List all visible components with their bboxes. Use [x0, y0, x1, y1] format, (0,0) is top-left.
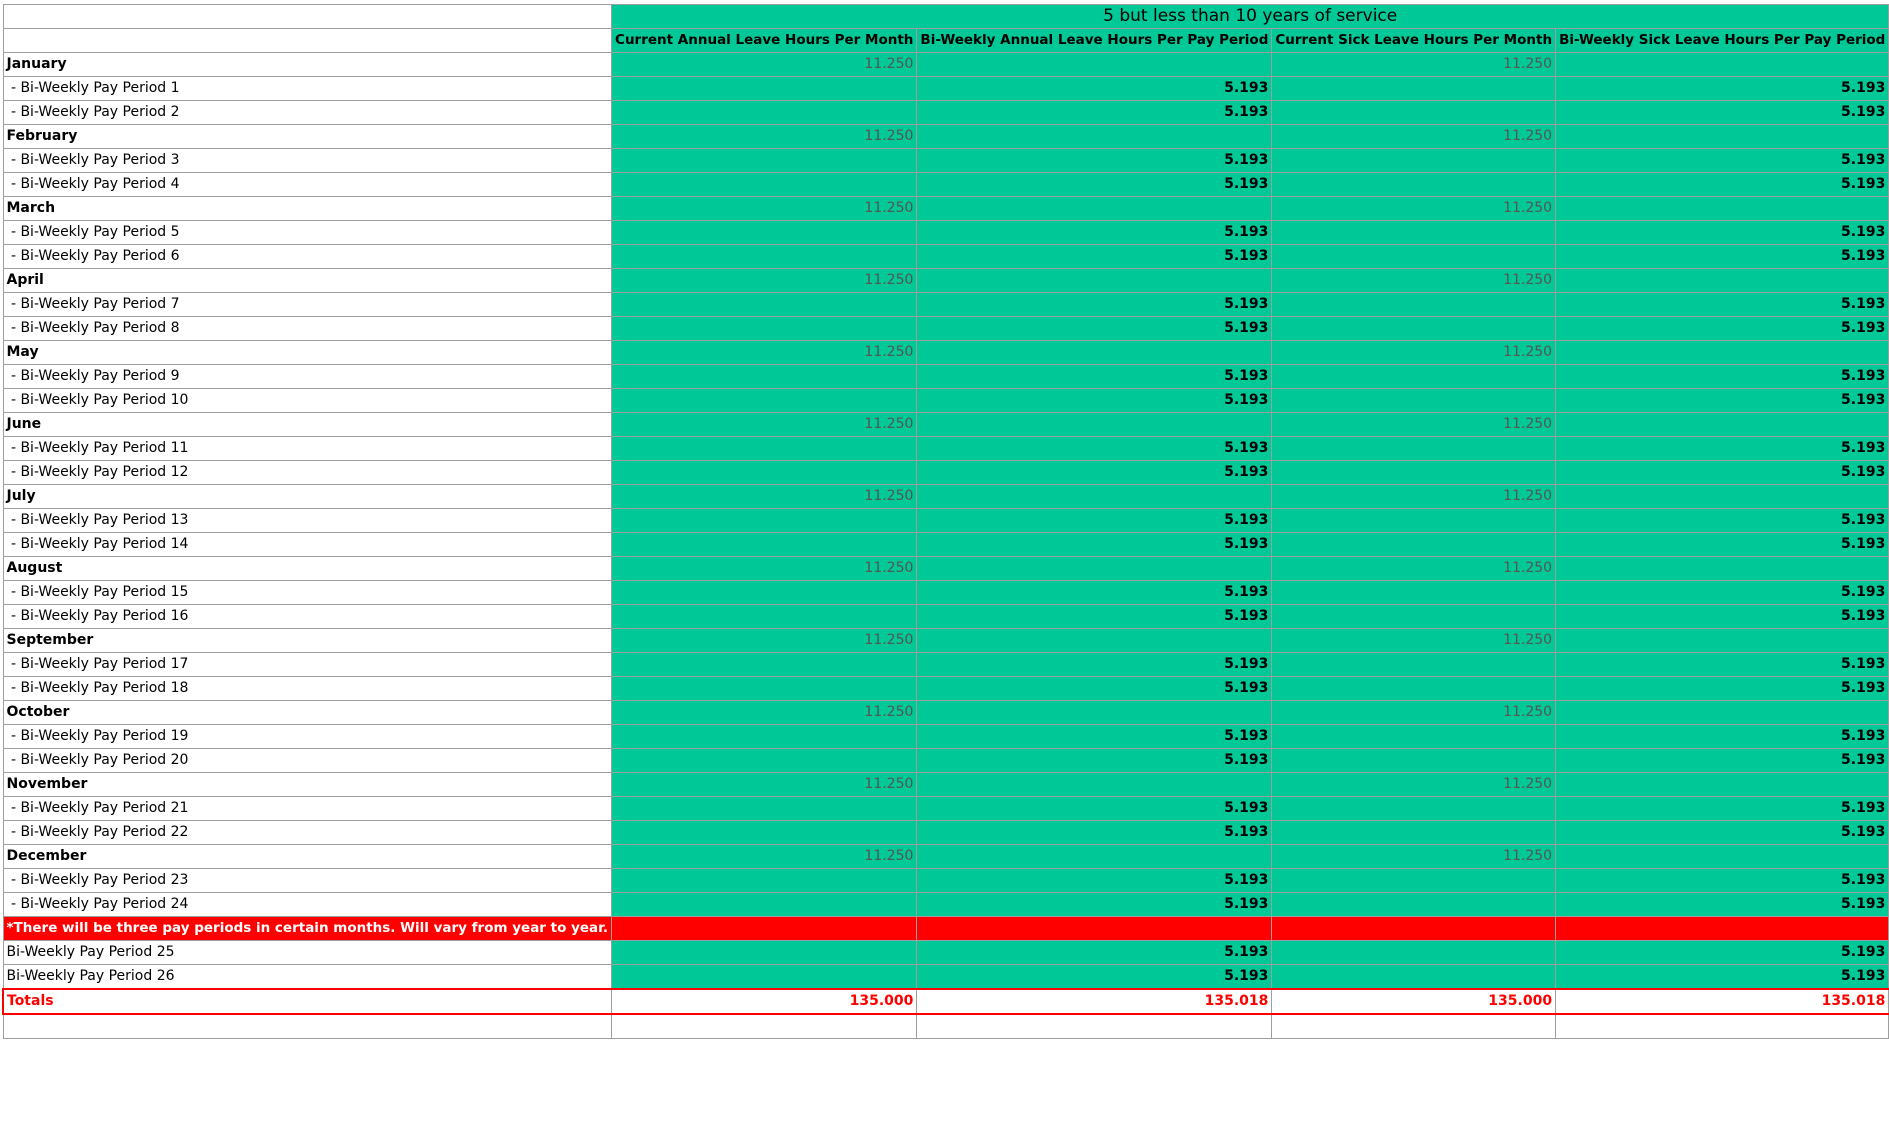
totals-sick-month[interactable]: 135.000	[1272, 989, 1556, 1014]
annual-month-cell[interactable]: 11.250	[612, 629, 917, 653]
sick-month-cell[interactable]: 11.250	[1272, 125, 1556, 149]
annual-pay-period-cell[interactable]: 5.193	[917, 461, 1272, 485]
pay-period-row	[3, 437, 1889, 461]
annual-pay-period-cell[interactable]	[917, 485, 1272, 509]
sick-month-cell[interactable]	[1272, 893, 1556, 917]
pay-period-row	[3, 293, 1889, 317]
sick-month-cell[interactable]	[1272, 149, 1556, 173]
month-row	[3, 341, 1889, 365]
header-annual-month[interactable]: Current Annual Leave Hours Per Month	[612, 29, 917, 53]
empty-cell[interactable]	[1272, 1014, 1556, 1038]
annual-month-cell[interactable]	[612, 293, 917, 317]
sick-month-cell[interactable]	[1272, 533, 1556, 557]
annual-month-cell[interactable]	[612, 77, 917, 101]
annual-pay-period-cell[interactable]	[917, 773, 1272, 797]
annual-month-cell[interactable]: 11.250	[612, 845, 917, 869]
sick-month-cell[interactable]	[1272, 317, 1556, 341]
month-row	[3, 197, 1889, 221]
annual-month-cell[interactable]	[612, 581, 917, 605]
pay-period-row	[3, 221, 1889, 245]
annual-pay-period-cell[interactable]	[917, 701, 1272, 725]
sick-pay-period-cell[interactable]: 5.193	[1556, 437, 1889, 461]
annual-month-cell[interactable]	[612, 365, 917, 389]
pay-period-row	[3, 461, 1889, 485]
month-label[interactable]: July	[3, 485, 612, 509]
pay-period-label[interactable]: - Bi-Weekly Pay Period 23	[3, 869, 612, 893]
annual-pay-period-cell[interactable]: 5.193	[917, 605, 1272, 629]
sick-month-cell[interactable]	[1272, 293, 1556, 317]
sick-month-cell[interactable]	[1272, 605, 1556, 629]
annual-month-cell[interactable]: 11.250	[612, 269, 917, 293]
annual-month-cell[interactable]	[612, 605, 917, 629]
month-row	[3, 413, 1889, 437]
sick-pay-period-cell[interactable]: 5.193	[1556, 101, 1889, 125]
corner-cell[interactable]	[3, 5, 612, 29]
sick-pay-period-cell[interactable]: 5.193	[1556, 317, 1889, 341]
month-row	[3, 701, 1889, 725]
annual-pay-period-cell[interactable]: 5.193	[917, 581, 1272, 605]
annual-month-cell[interactable]	[612, 653, 917, 677]
totals-annual-month[interactable]: 135.000	[612, 989, 917, 1014]
annual-pay-period-cell[interactable]: 5.193	[917, 149, 1272, 173]
pay-period-row	[3, 149, 1889, 173]
annual-month-cell[interactable]	[612, 965, 917, 990]
annual-month-cell[interactable]	[612, 509, 917, 533]
pay-period-row	[3, 365, 1889, 389]
annual-pay-period-cell[interactable]: 5.193	[917, 77, 1272, 101]
pay-period-label[interactable]: - Bi-Weekly Pay Period 3	[3, 149, 612, 173]
annual-pay-period-cell[interactable]: 5.193	[917, 869, 1272, 893]
annual-month-cell[interactable]	[612, 245, 917, 269]
month-label[interactable]: September	[3, 629, 612, 653]
sick-pay-period-cell[interactable]	[1556, 269, 1889, 293]
pay-period-label[interactable]: - Bi-Weekly Pay Period 12	[3, 461, 612, 485]
annual-pay-period-cell[interactable]	[917, 557, 1272, 581]
sick-pay-period-cell[interactable]: 5.193	[1556, 869, 1889, 893]
pay-period-label[interactable]: - Bi-Weekly Pay Period 11	[3, 437, 612, 461]
annual-month-cell[interactable]	[612, 725, 917, 749]
pay-period-label[interactable]: - Bi-Weekly Pay Period 14	[3, 533, 612, 557]
pay-period-row	[3, 725, 1889, 749]
annual-month-cell[interactable]	[612, 149, 917, 173]
sick-pay-period-cell[interactable]	[1556, 485, 1889, 509]
annual-pay-period-cell[interactable]: 5.193	[917, 389, 1272, 413]
pay-period-row	[3, 821, 1889, 845]
sick-pay-period-cell[interactable]: 5.193	[1556, 725, 1889, 749]
pay-period-row	[3, 893, 1889, 917]
annual-pay-period-cell[interactable]: 5.193	[917, 749, 1272, 773]
annual-pay-period-cell[interactable]: 5.193	[917, 317, 1272, 341]
pay-period-label[interactable]: - Bi-Weekly Pay Period 19	[3, 725, 612, 749]
pay-period-label[interactable]: - Bi-Weekly Pay Period 18	[3, 677, 612, 701]
pay-period-label[interactable]: - Bi-Weekly Pay Period 10	[3, 389, 612, 413]
sick-month-cell[interactable]	[1272, 965, 1556, 990]
annual-pay-period-cell[interactable]	[917, 629, 1272, 653]
note-filler-cell[interactable]	[1272, 917, 1556, 941]
pay-period-row	[3, 533, 1889, 557]
sick-pay-period-cell[interactable]: 5.193	[1556, 293, 1889, 317]
annual-month-cell[interactable]: 11.250	[612, 773, 917, 797]
totals-row	[3, 989, 1889, 1014]
totals-label[interactable]: Totals	[3, 989, 612, 1014]
empty-cell[interactable]	[612, 1014, 917, 1038]
empty-cell[interactable]	[1556, 1014, 1889, 1038]
sick-month-cell[interactable]	[1272, 581, 1556, 605]
pay-period-label[interactable]: - Bi-Weekly Pay Period 8	[3, 317, 612, 341]
pay-period-label[interactable]: - Bi-Weekly Pay Period 4	[3, 173, 612, 197]
sick-pay-period-cell[interactable]	[1556, 845, 1889, 869]
pay-period-row	[3, 965, 1889, 990]
annual-month-cell[interactable]: 11.250	[612, 701, 917, 725]
sick-pay-period-cell[interactable]	[1556, 197, 1889, 221]
sick-pay-period-cell[interactable]: 5.193	[1556, 509, 1889, 533]
pay-period-row	[3, 941, 1889, 965]
pay-period-row	[3, 389, 1889, 413]
empty-cell[interactable]	[3, 1014, 612, 1038]
pay-period-row	[3, 173, 1889, 197]
pay-period-row	[3, 317, 1889, 341]
empty-cell[interactable]	[917, 1014, 1272, 1038]
annual-pay-period-cell[interactable]: 5.193	[917, 533, 1272, 557]
annual-month-cell[interactable]	[612, 797, 917, 821]
sick-pay-period-cell[interactable]: 5.193	[1556, 605, 1889, 629]
annual-month-cell[interactable]: 11.250	[612, 413, 917, 437]
month-label[interactable]: October	[3, 701, 612, 725]
annual-month-cell[interactable]: 11.250	[612, 557, 917, 581]
leave-hours-table	[2, 4, 1889, 1039]
sick-month-cell[interactable]	[1272, 365, 1556, 389]
annual-pay-period-cell[interactable]	[917, 53, 1272, 77]
sick-pay-period-cell[interactable]	[1556, 773, 1889, 797]
header-corner-cell[interactable]	[3, 29, 612, 53]
sick-month-cell[interactable]	[1272, 77, 1556, 101]
sick-month-cell[interactable]	[1272, 869, 1556, 893]
sick-month-cell[interactable]	[1272, 461, 1556, 485]
pay-period-label[interactable]: - Bi-Weekly Pay Period 15	[3, 581, 612, 605]
annual-pay-period-cell[interactable]: 5.193	[917, 965, 1272, 990]
sick-pay-period-cell[interactable]	[1556, 557, 1889, 581]
totals-annual-pay-period[interactable]: 135.018	[917, 989, 1272, 1014]
pay-period-row	[3, 581, 1889, 605]
pay-period-row	[3, 797, 1889, 821]
month-label[interactable]: December	[3, 845, 612, 869]
month-label[interactable]: January	[3, 53, 612, 77]
sick-pay-period-cell[interactable]: 5.193	[1556, 797, 1889, 821]
sick-month-cell[interactable]	[1272, 749, 1556, 773]
sick-month-cell[interactable]: 11.250	[1272, 269, 1556, 293]
month-label[interactable]: May	[3, 341, 612, 365]
annual-month-cell[interactable]	[612, 749, 917, 773]
sick-pay-period-cell[interactable]: 5.193	[1556, 221, 1889, 245]
sick-month-cell[interactable]	[1272, 821, 1556, 845]
note-filler-cell[interactable]	[1556, 917, 1889, 941]
annual-pay-period-cell[interactable]	[917, 341, 1272, 365]
pay-period-label[interactable]: - Bi-Weekly Pay Period 17	[3, 653, 612, 677]
month-row	[3, 845, 1889, 869]
pay-period-label[interactable]: - Bi-Weekly Pay Period 24	[3, 893, 612, 917]
sick-month-cell[interactable]: 11.250	[1272, 197, 1556, 221]
pay-period-row	[3, 605, 1889, 629]
annual-pay-period-cell[interactable]	[917, 197, 1272, 221]
pay-period-label[interactable]: - Bi-Weekly Pay Period 9	[3, 365, 612, 389]
annual-month-cell[interactable]	[612, 821, 917, 845]
sick-month-cell[interactable]: 11.250	[1272, 701, 1556, 725]
annual-month-cell[interactable]	[612, 437, 917, 461]
sick-month-cell[interactable]	[1272, 173, 1556, 197]
annual-pay-period-cell[interactable]: 5.193	[917, 101, 1272, 125]
header-annual-pay-period[interactable]: Bi-Weekly Annual Leave Hours Per Pay Period	[917, 29, 1272, 53]
annual-month-cell[interactable]	[612, 101, 917, 125]
month-row	[3, 629, 1889, 653]
note-text[interactable]: *There will be three pay periods in certain months. Will vary from year to year.	[3, 917, 612, 941]
pay-period-label[interactable]: Bi-Weekly Pay Period 25	[3, 941, 612, 965]
month-label[interactable]: April	[3, 269, 612, 293]
annual-pay-period-cell[interactable]: 5.193	[917, 173, 1272, 197]
sick-month-cell[interactable]	[1272, 389, 1556, 413]
pay-period-label[interactable]: - Bi-Weekly Pay Period 20	[3, 749, 612, 773]
sick-month-cell[interactable]	[1272, 725, 1556, 749]
annual-pay-period-cell[interactable]: 5.193	[917, 941, 1272, 965]
sick-month-cell[interactable]: 11.250	[1272, 413, 1556, 437]
annual-pay-period-cell[interactable]: 5.193	[917, 365, 1272, 389]
annual-pay-period-cell[interactable]: 5.193	[917, 725, 1272, 749]
month-label[interactable]: November	[3, 773, 612, 797]
month-label[interactable]: February	[3, 125, 612, 149]
note-filler-cell[interactable]	[612, 917, 917, 941]
sick-month-cell[interactable]: 11.250	[1272, 845, 1556, 869]
month-row	[3, 485, 1889, 509]
table-title[interactable]: 5 but less than 10 years of service	[612, 5, 1889, 29]
sick-pay-period-cell[interactable]: 5.193	[1556, 389, 1889, 413]
annual-month-cell[interactable]	[612, 533, 917, 557]
month-row	[3, 53, 1889, 77]
totals-sick-pay-period[interactable]: 135.018	[1556, 989, 1889, 1014]
sick-pay-period-cell[interactable]: 5.193	[1556, 581, 1889, 605]
pay-period-row	[3, 749, 1889, 773]
month-row	[3, 773, 1889, 797]
annual-month-cell[interactable]	[612, 869, 917, 893]
sick-pay-period-cell[interactable]: 5.193	[1556, 173, 1889, 197]
sick-pay-period-cell[interactable]: 5.193	[1556, 77, 1889, 101]
sick-month-cell[interactable]: 11.250	[1272, 341, 1556, 365]
pay-period-row	[3, 509, 1889, 533]
annual-month-cell[interactable]	[612, 893, 917, 917]
title-row	[3, 5, 1889, 29]
sick-pay-period-cell[interactable]	[1556, 125, 1889, 149]
sick-pay-period-cell[interactable]: 5.193	[1556, 893, 1889, 917]
annual-month-cell[interactable]: 11.250	[612, 485, 917, 509]
month-row	[3, 557, 1889, 581]
pay-period-label[interactable]: Bi-Weekly Pay Period 26	[3, 965, 612, 990]
annual-pay-period-cell[interactable]	[917, 413, 1272, 437]
sick-month-cell[interactable]: 11.250	[1272, 485, 1556, 509]
sick-pay-period-cell[interactable]	[1556, 629, 1889, 653]
sick-month-cell[interactable]: 11.250	[1272, 629, 1556, 653]
sick-pay-period-cell[interactable]: 5.193	[1556, 821, 1889, 845]
sick-month-cell[interactable]	[1272, 245, 1556, 269]
sick-pay-period-cell[interactable]: 5.193	[1556, 965, 1889, 990]
pay-period-label[interactable]: - Bi-Weekly Pay Period 7	[3, 293, 612, 317]
month-row	[3, 269, 1889, 293]
sick-pay-period-cell[interactable]	[1556, 341, 1889, 365]
annual-pay-period-cell[interactable]: 5.193	[917, 893, 1272, 917]
annual-month-cell[interactable]: 11.250	[612, 125, 917, 149]
annual-month-cell[interactable]	[612, 221, 917, 245]
sick-pay-period-cell[interactable]	[1556, 701, 1889, 725]
annual-pay-period-cell[interactable]: 5.193	[917, 677, 1272, 701]
sick-pay-period-cell[interactable]: 5.193	[1556, 941, 1889, 965]
annual-month-cell[interactable]: 11.250	[612, 197, 917, 221]
pay-period-label[interactable]: - Bi-Weekly Pay Period 21	[3, 797, 612, 821]
pay-period-label[interactable]: - Bi-Weekly Pay Period 1	[3, 77, 612, 101]
sick-month-cell[interactable]	[1272, 797, 1556, 821]
sick-pay-period-cell[interactable]	[1556, 53, 1889, 77]
sick-pay-period-cell[interactable]	[1556, 413, 1889, 437]
pay-period-row	[3, 653, 1889, 677]
month-label[interactable]: August	[3, 557, 612, 581]
sick-month-cell[interactable]: 11.250	[1272, 53, 1556, 77]
annual-month-cell[interactable]	[612, 173, 917, 197]
annual-pay-period-cell[interactable]	[917, 125, 1272, 149]
sick-pay-period-cell[interactable]: 5.193	[1556, 677, 1889, 701]
sick-pay-period-cell[interactable]: 5.193	[1556, 533, 1889, 557]
sick-month-cell[interactable]	[1272, 101, 1556, 125]
header-sick-month[interactable]: Current Sick Leave Hours Per Month	[1272, 29, 1556, 53]
header-sick-pay-period[interactable]: Bi-Weekly Sick Leave Hours Per Pay Period	[1556, 29, 1889, 53]
annual-pay-period-cell[interactable]: 5.193	[917, 293, 1272, 317]
annual-month-cell[interactable]: 11.250	[612, 341, 917, 365]
sick-pay-period-cell[interactable]: 5.193	[1556, 461, 1889, 485]
annual-pay-period-cell[interactable]: 5.193	[917, 821, 1272, 845]
blank-row	[3, 1014, 1889, 1038]
sick-month-cell[interactable]	[1272, 941, 1556, 965]
sick-pay-period-cell[interactable]: 5.193	[1556, 653, 1889, 677]
note-row	[3, 917, 1889, 941]
annual-month-cell[interactable]	[612, 389, 917, 413]
sick-pay-period-cell[interactable]: 5.193	[1556, 365, 1889, 389]
pay-period-label[interactable]: - Bi-Weekly Pay Period 22	[3, 821, 612, 845]
pay-period-row	[3, 869, 1889, 893]
sick-pay-period-cell[interactable]: 5.193	[1556, 149, 1889, 173]
annual-pay-period-cell[interactable]	[917, 269, 1272, 293]
annual-pay-period-cell[interactable]: 5.193	[917, 437, 1272, 461]
pay-period-label[interactable]: - Bi-Weekly Pay Period 5	[3, 221, 612, 245]
annual-month-cell[interactable]: 11.250	[612, 53, 917, 77]
annual-pay-period-cell[interactable]: 5.193	[917, 245, 1272, 269]
sick-pay-period-cell[interactable]: 5.193	[1556, 245, 1889, 269]
annual-pay-period-cell[interactable]: 5.193	[917, 797, 1272, 821]
annual-pay-period-cell[interactable]	[917, 845, 1272, 869]
pay-period-row	[3, 245, 1889, 269]
annual-pay-period-cell[interactable]: 5.193	[917, 221, 1272, 245]
pay-period-row	[3, 677, 1889, 701]
month-label[interactable]: June	[3, 413, 612, 437]
sick-month-cell[interactable]	[1272, 221, 1556, 245]
sick-month-cell[interactable]: 11.250	[1272, 557, 1556, 581]
pay-period-row	[3, 101, 1889, 125]
header-row	[3, 29, 1889, 53]
pay-period-label[interactable]: - Bi-Weekly Pay Period 2	[3, 101, 612, 125]
sick-month-cell[interactable]	[1272, 677, 1556, 701]
annual-month-cell[interactable]	[612, 461, 917, 485]
annual-month-cell[interactable]	[612, 317, 917, 341]
pay-period-label[interactable]: - Bi-Weekly Pay Period 6	[3, 245, 612, 269]
annual-pay-period-cell[interactable]: 5.193	[917, 653, 1272, 677]
month-row	[3, 125, 1889, 149]
sick-month-cell[interactable]: 11.250	[1272, 773, 1556, 797]
annual-month-cell[interactable]	[612, 677, 917, 701]
sick-month-cell[interactable]	[1272, 653, 1556, 677]
sick-month-cell[interactable]	[1272, 437, 1556, 461]
note-filler-cell[interactable]	[917, 917, 1272, 941]
sick-pay-period-cell[interactable]: 5.193	[1556, 749, 1889, 773]
pay-period-label[interactable]: - Bi-Weekly Pay Period 16	[3, 605, 612, 629]
annual-month-cell[interactable]	[612, 941, 917, 965]
annual-pay-period-cell[interactable]: 5.193	[917, 509, 1272, 533]
month-label[interactable]: March	[3, 197, 612, 221]
pay-period-row	[3, 77, 1889, 101]
pay-period-label[interactable]: - Bi-Weekly Pay Period 13	[3, 509, 612, 533]
sick-month-cell[interactable]	[1272, 509, 1556, 533]
